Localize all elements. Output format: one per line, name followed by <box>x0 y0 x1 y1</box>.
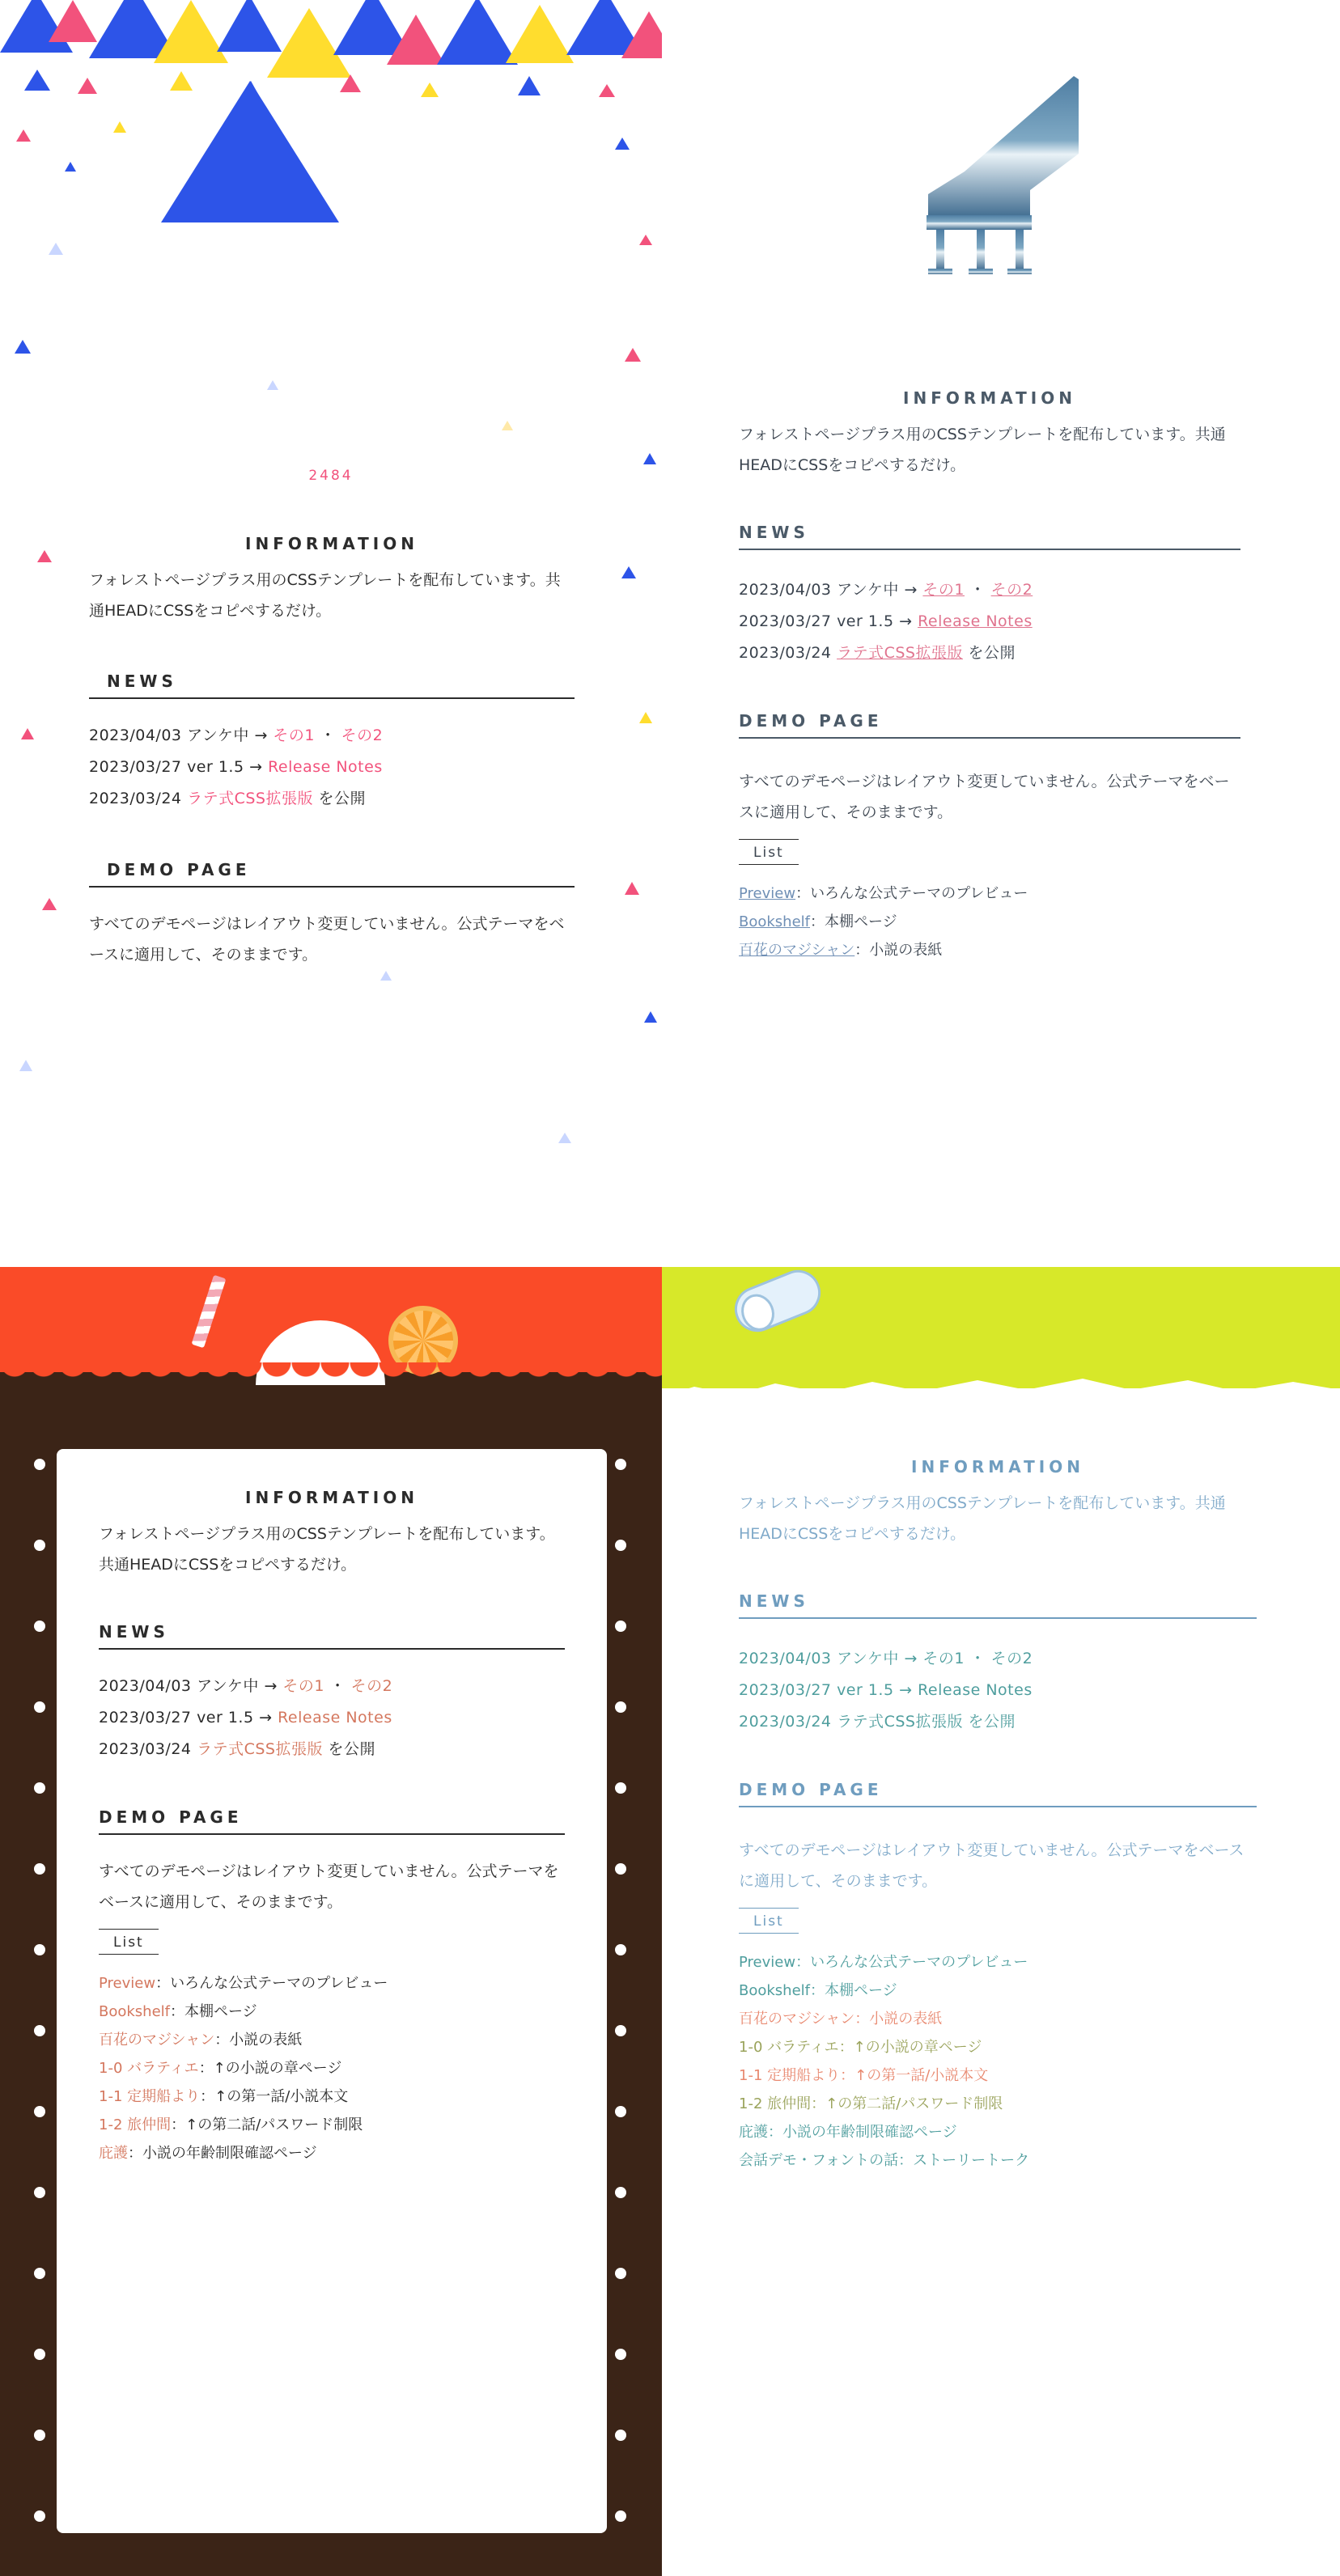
news-text: ver 1.5 → <box>837 1680 918 1699</box>
news-link-2[interactable]: その2 <box>990 581 1033 599</box>
list-item <box>739 2005 1257 2033</box>
list-item-link[interactable]: 1-0 バラティエ <box>739 2039 839 2057</box>
demo-link-list <box>739 1948 1257 2176</box>
list-item <box>99 1998 565 2026</box>
punch-holes-left <box>34 1449 45 2533</box>
preview-panel-piano[interactable] <box>662 0 1340 1267</box>
demo-link-list <box>739 879 1240 964</box>
list-item-desc: ：いろんな公式テーマのプレビュー <box>795 884 1028 902</box>
information-body: フォレストページプラス用のCSSテンプレートを配布しています。共通HEADにCSSをコピペするだけ。 <box>89 571 561 620</box>
news-heading: NEWS <box>99 1622 565 1650</box>
list-item-desc: ：小説の年齢制限確認ページ <box>128 2145 317 2163</box>
list-item-link[interactable]: 庇護 <box>99 2145 128 2163</box>
list-item-link[interactable]: 1-1 定期船より <box>739 2067 841 2085</box>
list-item-link[interactable]: Bookshelf <box>739 913 810 930</box>
news-date: 2023/03/24 <box>739 643 832 662</box>
list-item-link[interactable]: Preview <box>739 884 796 902</box>
list-item-desc: ：いろんな公式テーマのプレビュー <box>795 1953 1028 1971</box>
list-item <box>99 1969 565 1998</box>
panel4-content <box>739 1457 1257 2176</box>
punch-holes-right <box>615 1449 626 2533</box>
list-item-link[interactable]: 百花のマジシャン <box>99 2032 215 2049</box>
news-heading: NEWS <box>89 672 575 699</box>
demo-body: すべてのデモページはレイアウト変更していません。公式テーマをベースに適用して、そのままです。 <box>89 914 565 964</box>
news-link-1[interactable]: その1 <box>282 1677 325 1695</box>
list-label: List <box>739 839 799 865</box>
news-link-1[interactable]: Release Notes <box>278 1708 392 1727</box>
list-item-link[interactable]: 1-1 定期船より <box>99 2088 201 2106</box>
news-text: アンケ中 → <box>187 727 274 744</box>
demo-body: すべてのデモページはレイアウト変更していません。公式テーマをベースに適用して、そのままです。 <box>739 772 1230 821</box>
news-item <box>89 783 575 815</box>
news-date: 2023/03/24 <box>89 789 182 807</box>
information-heading: INFORMATION <box>911 1457 1084 1477</box>
news-heading: NEWS <box>739 1591 1257 1619</box>
list-item <box>99 2054 565 2082</box>
news-text: ver 1.5 → <box>187 757 269 776</box>
news-sep: ・ <box>969 1650 986 1667</box>
news-link-1[interactable]: ラテ式CSS拡張版 <box>837 1712 963 1731</box>
news-text: アンケ中 → <box>837 1650 923 1667</box>
news-link-2[interactable]: その2 <box>350 1677 393 1695</box>
news-date: 2023/03/24 <box>739 1712 832 1731</box>
news-link-1[interactable]: ラテ式CSS拡張版 <box>187 789 313 807</box>
news-link-1[interactable]: Release Notes <box>918 612 1033 630</box>
panel1-content <box>89 534 575 970</box>
scallop-edge <box>0 1362 662 1392</box>
visitor-counter: 2484 <box>308 468 354 484</box>
list-item-desc: ：小説の表紙 <box>854 2010 943 2027</box>
demo-heading: DEMO PAGE <box>739 1780 1257 1807</box>
news-list <box>739 574 1240 669</box>
preview-panel-triangle[interactable] <box>0 0 662 1267</box>
news-item <box>99 1671 565 1702</box>
list-item-link[interactable]: 1-2 旅仲間 <box>739 2095 812 2113</box>
news-link-2[interactable]: その2 <box>341 727 384 744</box>
list-item <box>739 936 1240 964</box>
list-item-link[interactable]: 1-2 旅仲間 <box>99 2116 172 2134</box>
news-heading: NEWS <box>739 523 1240 550</box>
demo-body: すべてのデモページはレイアウト変更していません。公式テーマをベースに適用して、そのままです。 <box>99 1862 559 1911</box>
list-item <box>739 879 1240 908</box>
list-item <box>739 2118 1257 2146</box>
list-item-desc: ：本棚ページ <box>170 2002 257 2020</box>
list-item-link[interactable]: 会話デモ・フォントの話 <box>739 2152 899 2170</box>
news-date: 2023/04/03 <box>89 727 182 744</box>
news-link-1[interactable]: その1 <box>273 727 316 744</box>
list-item <box>739 2090 1257 2118</box>
news-link-1[interactable]: その1 <box>922 1650 965 1667</box>
news-date: 2023/04/03 <box>99 1677 192 1695</box>
site-title: R Y O R Y U K A <box>210 296 452 314</box>
list-item-desc: ：小説の年齢制限確認ページ <box>768 2124 957 2142</box>
list-item-link[interactable]: Bookshelf <box>99 2002 170 2020</box>
preview-panel-paper-green[interactable] <box>662 1267 1340 2576</box>
list-item-desc: ：↑の第二話/パスワード制限 <box>811 2095 1003 2113</box>
list-item-desc: ：ストーリートーク <box>898 2152 1030 2170</box>
news-text: アンケ中 → <box>197 1677 283 1695</box>
list-item <box>739 2033 1257 2061</box>
news-item <box>739 606 1240 638</box>
list-item <box>99 2111 565 2139</box>
information-body: フォレストページプラス用のCSSテンプレートを配布しています。共通HEADにCSSをコピペするだけ。 <box>739 426 1226 474</box>
list-item-desc: ：本棚ページ <box>810 1981 897 1999</box>
preview-panel-juice[interactable] <box>0 1267 662 2576</box>
list-item-link[interactable]: 百花のマジシャン <box>739 942 855 959</box>
list-item <box>99 2026 565 2054</box>
news-item <box>99 1734 565 1765</box>
list-item-link[interactable]: 1-0 バラティエ <box>99 2060 199 2078</box>
list-label: List <box>739 1908 799 1934</box>
list-item-desc: ：↑の第一話/小説本文 <box>200 2088 349 2106</box>
news-date: 2023/03/24 <box>99 1739 192 1758</box>
news-item <box>89 720 575 752</box>
news-item <box>739 574 1240 606</box>
news-text: ver 1.5 → <box>197 1708 278 1727</box>
news-list <box>739 1643 1257 1738</box>
list-item-link[interactable]: 庇護 <box>739 2124 768 2142</box>
information-heading: INFORMATION <box>903 388 1076 408</box>
list-item-desc: ：本棚ページ <box>810 913 897 930</box>
news-text: アンケ中 → <box>837 581 923 599</box>
news-link-1[interactable]: その1 <box>922 581 965 599</box>
site-logo-triangle <box>161 81 339 222</box>
news-link-1[interactable]: ラテ式CSS拡張版 <box>197 1739 323 1758</box>
news-date: 2023/04/03 <box>739 1650 832 1667</box>
list-item-link[interactable]: 百花のマジシャン <box>739 2010 855 2027</box>
news-item <box>89 752 575 783</box>
demo-body: すべてのデモページはレイアウト変更していません。公式テーマをベースに適用して、そのままです。 <box>739 1841 1245 1890</box>
list-item <box>99 2139 565 2167</box>
news-item <box>739 1706 1257 1738</box>
news-item <box>99 1702 565 1734</box>
list-item-link[interactable]: Preview <box>739 1953 796 1971</box>
news-link-2[interactable]: その2 <box>990 1650 1033 1667</box>
news-sep: ・ <box>969 581 986 599</box>
list-item-desc: ：↑の第二話/パスワード制限 <box>171 2116 363 2134</box>
list-item <box>739 2061 1257 2090</box>
news-list <box>89 720 575 815</box>
demo-link-list <box>99 1969 565 2168</box>
panel3-content-card <box>57 1449 607 2533</box>
panel2-content <box>739 388 1240 964</box>
news-sep: ・ <box>320 727 337 744</box>
demo-heading: DEMO PAGE <box>89 860 575 888</box>
news-date: 2023/03/27 <box>739 1680 832 1699</box>
piano-image <box>662 32 1340 340</box>
list-item <box>739 2146 1257 2175</box>
news-item <box>739 638 1240 669</box>
list-item-desc: ：いろんな公式テーマのプレビュー <box>155 1974 388 1992</box>
list-item <box>739 908 1240 936</box>
news-item <box>739 1643 1257 1675</box>
list-item <box>99 2082 565 2111</box>
demo-heading: DEMO PAGE <box>99 1807 565 1835</box>
list-item <box>739 1976 1257 2005</box>
demo-heading: DEMO PAGE <box>739 711 1240 739</box>
news-date: 2023/03/27 <box>99 1708 192 1727</box>
news-link-1[interactable]: Release Notes <box>268 757 383 776</box>
news-link-1[interactable]: ラテ式CSS拡張版 <box>837 643 963 662</box>
list-item-desc: ：↑の小説の章ページ <box>198 2060 342 2078</box>
news-suffix: を公開 <box>968 643 1016 662</box>
news-date: 2023/04/03 <box>739 581 832 599</box>
news-link-1[interactable]: Release Notes <box>918 1680 1033 1699</box>
news-suffix: を公開 <box>968 1712 1016 1731</box>
information-heading: INFORMATION <box>245 1488 418 1507</box>
information-heading: INFORMATION <box>245 534 418 553</box>
news-suffix: を公開 <box>328 1739 376 1758</box>
list-item-desc: ：小説の表紙 <box>854 942 943 959</box>
information-body: フォレストページプラス用のCSSテンプレートを配布しています。共通HEADにCSSをコピペするだけ。 <box>99 1525 555 1574</box>
list-item-link[interactable]: Bookshelf <box>739 1981 810 1999</box>
list-item-link[interactable]: Preview <box>99 1974 156 1992</box>
news-item <box>739 1675 1257 1706</box>
list-item-desc: ：↑の第一話/小説本文 <box>840 2067 989 2085</box>
list-item-desc: ：小説の表紙 <box>214 2032 303 2049</box>
list-item <box>739 1948 1257 1976</box>
news-date: 2023/03/27 <box>89 757 182 776</box>
news-text: ver 1.5 → <box>837 612 918 630</box>
news-suffix: を公開 <box>318 789 367 807</box>
information-body: フォレストページプラス用のCSSテンプレートを配布しています。共通HEADにCSSをコピペするだけ。 <box>739 1494 1226 1543</box>
list-label: List <box>99 1929 159 1955</box>
news-sep: ・ <box>329 1677 346 1695</box>
news-date: 2023/03/27 <box>739 612 832 630</box>
list-item-desc: ：↑の小説の章ページ <box>838 2039 982 2057</box>
news-list <box>99 1671 565 1765</box>
